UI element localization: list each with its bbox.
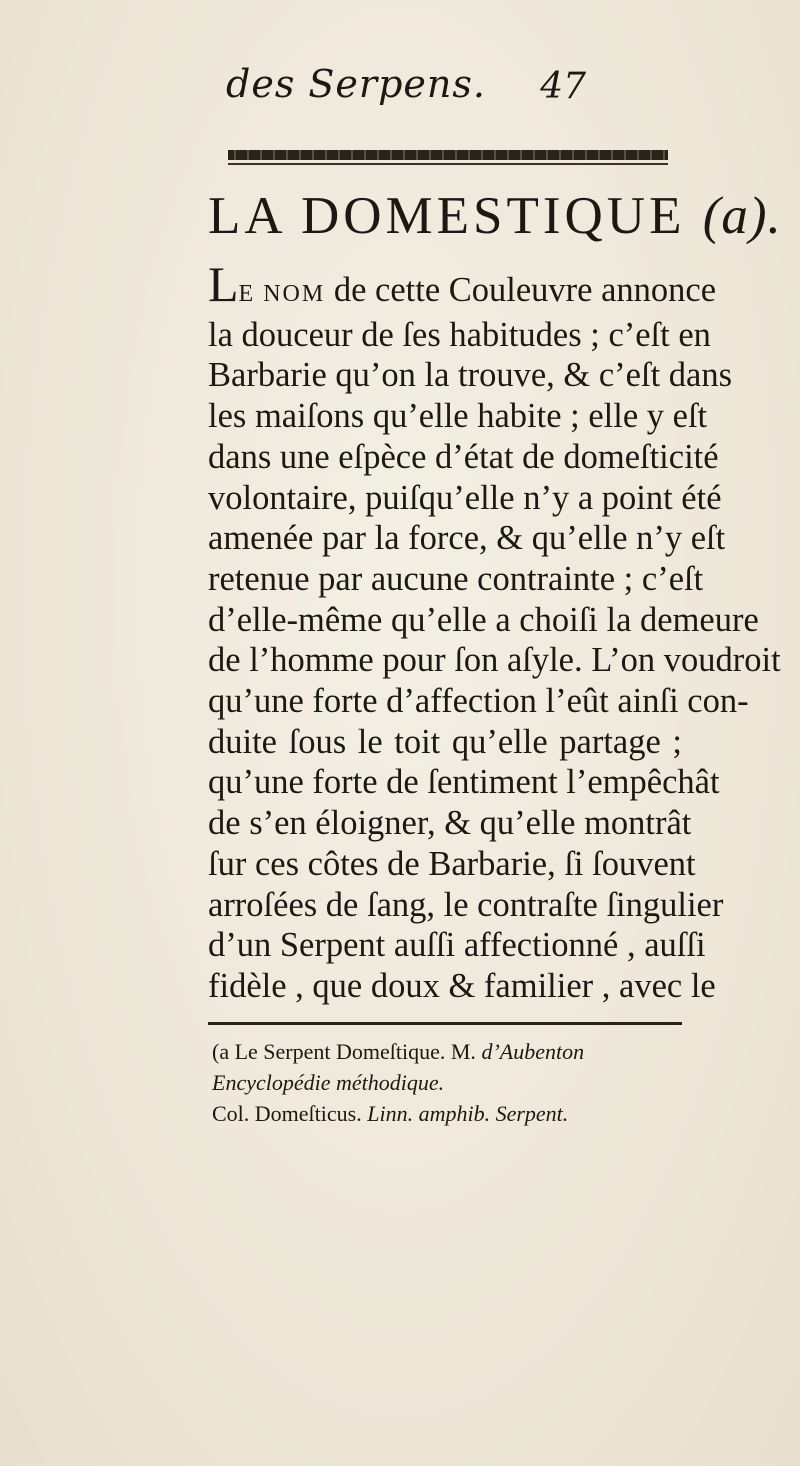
body-line: qu’une forte de ſentiment l’empêchât (208, 763, 720, 802)
page-number: 47 (540, 66, 586, 107)
body-line: arroſées de ſang, le contraſte ſingulier (208, 885, 724, 924)
body-line (208, 256, 717, 315)
body-line: d’elle-même qu’elle a choiſi la demeure (208, 600, 759, 639)
body-line: Barbarie qu’on la trouve, & c’eſt dans (208, 356, 733, 395)
footnote-author: d’Aubenton (481, 1039, 585, 1064)
body-line: d’un Serpent auſſi affectionné , auſſi (208, 926, 706, 965)
body-line: volontaire, puiſqu’elle n’y a point été (208, 478, 722, 517)
footnote-citation: (a Le Serpent Domeſtique. M. (212, 1039, 482, 1064)
body-line: ſur ces côtes de Barbarie, ſi ſouvent (208, 844, 696, 883)
section-title (208, 186, 782, 246)
footnote-line-3 (212, 1098, 682, 1129)
body-line: qu’une forte d’affection l’eût ainſi con- (208, 682, 749, 721)
running-title: des Serpens. (226, 62, 486, 106)
small-caps-lead: E NOM (238, 281, 326, 307)
body-line: fidèle , que doux & familier , avec le (208, 966, 716, 1005)
title-note-ref: (a). (702, 187, 782, 245)
body-line: de s’en éloigner, & qu’elle montrât (208, 804, 692, 843)
footnote-line-2: Encyclopédie méthodique. (212, 1070, 445, 1095)
body-line: retenue par aucune contrainte ; c’eſt (208, 559, 704, 598)
first-line-rest: de cette Couleuvre annonce (325, 271, 717, 309)
drop-cap: L (208, 256, 239, 312)
body-text (208, 256, 781, 1007)
footnote-reference: Linn. amphib. Serpent. (367, 1101, 569, 1126)
footnote-rule (208, 1022, 682, 1025)
body-line: amenée par la force, & qu’elle n’y eſt (208, 519, 726, 558)
body-line: de l’homme pour ſon aſyle. L’on voudroit (208, 641, 781, 680)
body-line: duite ſous le toit qu’elle partage ; (208, 722, 682, 761)
footnote-species: Col. Domeſticus. (212, 1101, 368, 1126)
section-title-text: LA DOMESTIQUE (208, 187, 686, 245)
running-head (226, 62, 586, 122)
body-line: la douceur de ſes habitudes ; c’eſt en (208, 315, 711, 354)
footnote (212, 1036, 682, 1129)
footnote-line-1 (212, 1036, 682, 1067)
ornament-rule (228, 150, 668, 160)
body-line: les maiſons qu’elle habite ; elle y eſt (208, 397, 708, 436)
body-line: dans une eſpèce d’état de domeſticité (208, 437, 719, 476)
